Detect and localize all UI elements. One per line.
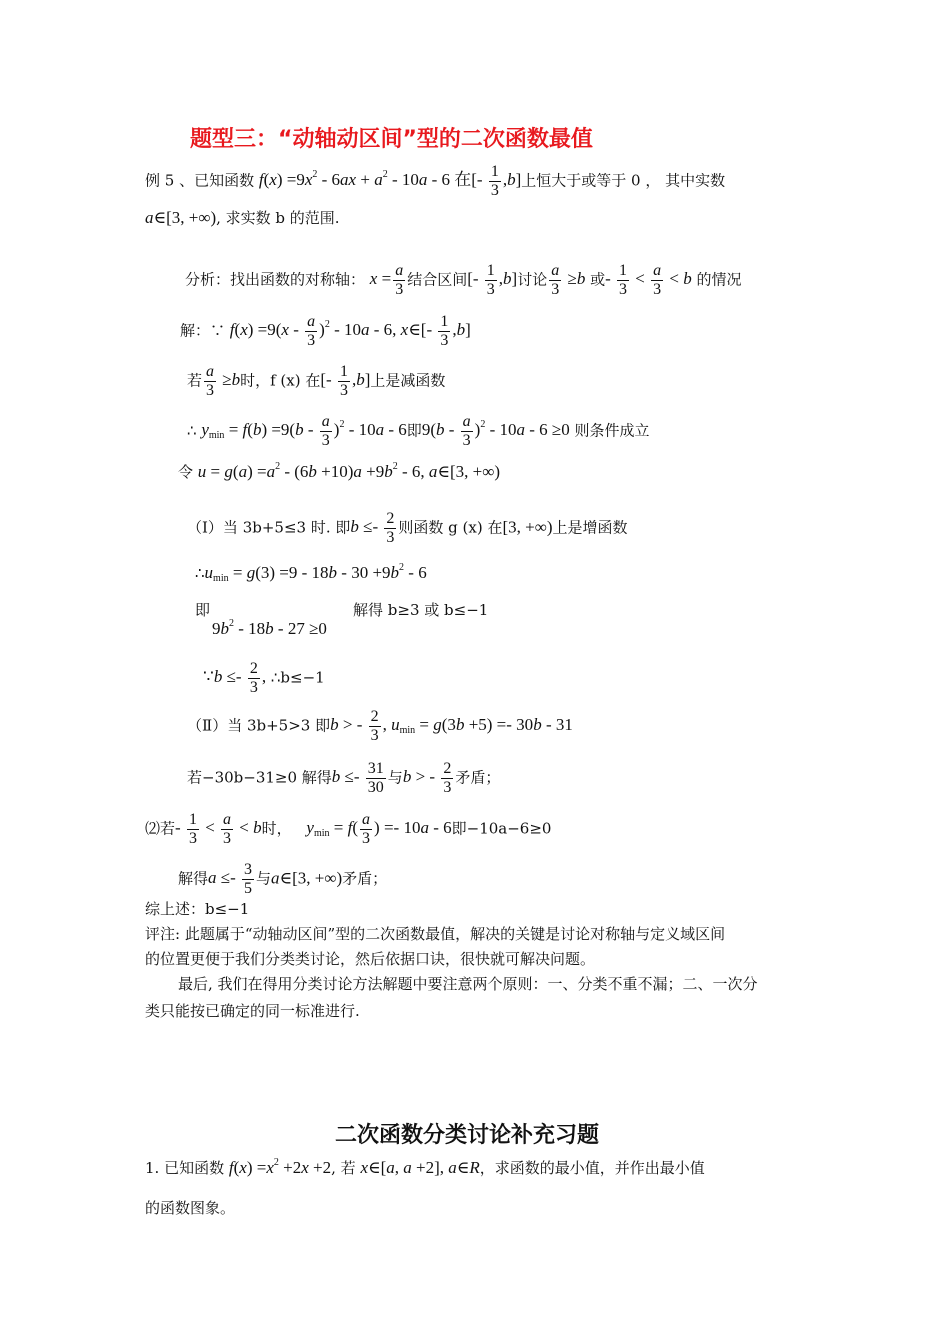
example-5-tail: , 求实数 b 的范围. — [216, 209, 340, 227]
umin-line: $\therefore u_{min} = g(3) =9 - 18b - 30 +9b^2 - 6$ — [195, 562, 427, 584]
cond-ok-text: 则条件成立 — [574, 421, 650, 440]
case-1-conclusion: ∵b ≤- $\frac{2}{3}$ , ∴b≤−1 — [203, 660, 325, 696]
part-2-ie: 即−10a−6≥0 — [451, 819, 552, 838]
q1-if: , 若 — [331, 1159, 356, 1177]
example-5-domain: a∈[3, +∞), 求实数 b 的范围. — [145, 208, 340, 227]
supplement-title: 二次函数分类讨论补充习题 — [335, 1123, 600, 1148]
part-2-when: 时， — [261, 819, 292, 838]
section-title: 题型三：“动轴动区间”型的二次函数最值 — [190, 127, 593, 152]
example-5-condition: 上恒大于或等于 0 ， 其中实数 — [521, 171, 726, 190]
ie-text: 即 — [406, 421, 422, 440]
let-u-line: 令 $u = g(a) =a^2 - (6b +10)a +9b^2 - 6$, a∈[3, +∞) — [178, 461, 501, 481]
case-1-ie-label: 即 — [195, 601, 211, 619]
part-2-and: 与 — [256, 869, 272, 888]
case-2-contra: 若−30b−31≥0 解得b ≤- $\frac{31}{30}$ 与b > - $\frac{2}{3}$ 矛盾； — [187, 760, 501, 796]
comment-line-2: 的位置更便于我们分类类讨论，然后依据口诀，很快就可解决问题。 — [145, 950, 596, 968]
part-2-contra: 矛盾； — [342, 869, 388, 888]
solution-label: 解：∵ — [180, 321, 226, 340]
when-fx: 时，f (x) 在 — [240, 371, 321, 390]
case-2-if: 若−30b−31≥0 解得 — [187, 768, 332, 787]
analysis-line: 分析：找出函数的对称轴： x = $\frac{a}{3}$ 结合区间[- $\frac{1}{3}$ ,b]讨论 $\frac{a}{3}$ ≥b 或- $\frac{1}{3}$ < $\frac{a}{3}$ < b 的情况 — [185, 262, 742, 298]
comment-line-1: 评注: 此题属于“动轴动区间”型的二次函数最值，解决的关键是讨论对称轴与定义域区间 — [145, 925, 726, 943]
therefore-symbol: ∴ — [187, 421, 197, 440]
decreasing-text: 上是减函数 — [370, 371, 446, 390]
part-2-line: ⑵若- $\frac{1}{3}$ < $\frac{a}{3}$ < b时， $y_{min} = f$( $\frac{a}{3}$ ) =- 10a - 6即−10a−6≥0 — [145, 811, 552, 847]
summary: 综上述：b≤−1 — [145, 900, 250, 918]
final-line-1: 最后, 我们在得用分类讨论方法解题中要注意两个原则：一、分类不重不漏；二、一次分 — [178, 975, 758, 993]
ymin-line: ∴ $y_{min} = f(b) =9(b$ - $\frac{a}{3}$ )$^2$ - 10a - 6即9(b - $\frac{a}{3}$ )$^2$ - 10a - 6 ≥0 则条件成立 — [187, 413, 650, 449]
case-1-then: 则函数 g (x) 在 — [398, 518, 503, 537]
formula-fx: $f(x) =9x^2 - 6ax + a^2 - 10a - 6$ 在[- $\frac{1}{3}$ ,b] — [258, 163, 522, 199]
final-line-2: 类只能按已确定的同一标准进行. — [145, 1002, 360, 1020]
part-2-solve: 解得 — [178, 869, 209, 888]
q1-line-2: 的函数图象。 — [145, 1199, 236, 1217]
solution-line: 解：∵ f(x) =9(x - $\frac{a}{3}$ )$^2$ - 10a - 6, x∈[- $\frac{1}{3}$ ,b] — [180, 313, 471, 349]
case-1-ineq: $9b^2 - 18b - 27 \ge 0$ — [212, 618, 327, 638]
if-label: 若 — [187, 371, 203, 390]
q1-prefix: 1. 已知函数 — [145, 1159, 225, 1177]
case-1-increasing: 上是增函数 — [552, 518, 628, 537]
q1-tail: ，求函数的最小值，并作出最小值 — [479, 1159, 705, 1177]
case-a3-ge-b: 若 $\frac{a}{3}$ ≥b时，f (x) 在[- $\frac{1}{3}$ ,b]上是减函数 — [187, 363, 446, 399]
let-label: 令 — [178, 463, 194, 481]
case-2-line: （Ⅱ）当 3b+5>3 即b > - $\frac{2}{3}$ , $u_{min} = g(3b +5) =- 30b - 31$ — [187, 708, 573, 744]
case-2-contra-text: 矛盾； — [455, 768, 501, 787]
case-1-label: （Ⅰ）当 3b+5≤3 时. 即 — [187, 518, 351, 537]
analysis-discuss: 讨论 — [517, 270, 548, 289]
case-1-line: （Ⅰ）当 3b+5≤3 时. 即b ≤- $\frac{2}{3}$ 则函数 g (x) 在[3, +∞)上是增函数 — [187, 510, 628, 546]
analysis-or: 或 — [590, 270, 606, 289]
analysis-combine: 结合区间 — [407, 270, 468, 289]
case-1-conclude: ∴b≤−1 — [270, 668, 325, 687]
case-2-label: （Ⅱ）当 3b+5>3 即 — [187, 716, 331, 735]
example-5-prefix: 例 5 、已知函数 — [145, 171, 255, 190]
case-1-solve: 解得 b≥3 或 b≤−1 — [353, 601, 489, 619]
question-1: 1. 已知函数 $f(x) =x^2 +2x +2$, 若 x∈[a, a +2], a∈R，求函数的最小值，并作出最小值 — [145, 1157, 705, 1177]
analysis-label: 分析：找出函数的对称轴： — [185, 270, 366, 289]
case-2-and: 与 — [387, 768, 403, 787]
part-2-solve-line: 解得a ≤- $\frac{3}{5}$ 与a∈[3, +∞)矛盾； — [178, 861, 388, 897]
example-5-statement — [145, 163, 725, 200]
part-2-label: ⑵若 — [145, 819, 176, 838]
analysis-situation: 的情况 — [696, 270, 742, 289]
